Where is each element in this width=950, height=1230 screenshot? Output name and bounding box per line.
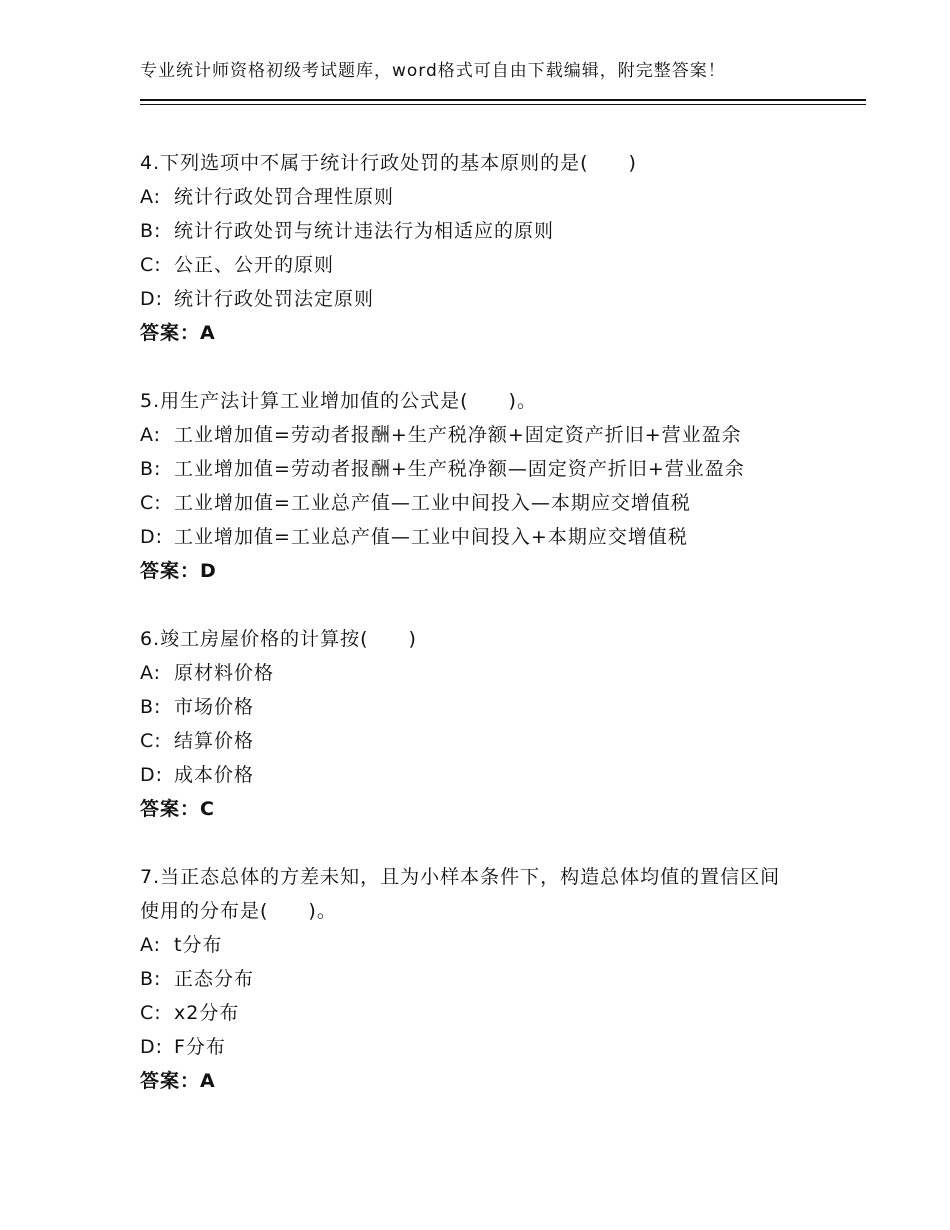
- document-header: 专业统计师资格初级考试题库，word格式可自由下载编辑，附完整答案！: [140, 61, 726, 81]
- answer-line: 答案：A: [140, 1070, 216, 1092]
- option-letter: B:: [140, 220, 162, 242]
- option-a: [140, 656, 840, 690]
- question-6: [140, 622, 840, 826]
- option-letter: A:: [140, 934, 162, 956]
- option-letter: D:: [140, 288, 164, 310]
- option-text: 工业增加值=劳动者报酬+生产税净额—固定资产折旧+营业盈余: [174, 458, 745, 480]
- option-text: t分布: [174, 934, 223, 956]
- header-rule-thick: [140, 99, 866, 101]
- option-text: 统计行政处罚合理性原则: [174, 186, 395, 208]
- option-letter: B:: [140, 458, 162, 480]
- answer-line: 答案：C: [140, 798, 215, 820]
- option-d: [140, 1030, 840, 1064]
- option-text: 公正、公开的原则: [174, 254, 335, 276]
- option-a: [140, 928, 840, 962]
- option-b: [140, 214, 840, 248]
- header-rule-thin: [140, 104, 866, 105]
- option-letter: C:: [140, 254, 162, 276]
- option-letter: B:: [140, 968, 162, 990]
- question-4: [140, 146, 840, 350]
- option-letter: A:: [140, 186, 162, 208]
- question-5: [140, 384, 840, 588]
- question-stem: 7.当正态总体的方差未知，且为小样本条件下，构造总体均值的置信区间使用的分布是( )。: [140, 866, 781, 922]
- option-text: 工业增加值=工业总产值—工业中间投入+本期应交增值税: [174, 526, 688, 548]
- option-c: [140, 724, 840, 758]
- option-c: [140, 486, 840, 520]
- option-letter: A:: [140, 424, 162, 446]
- option-letter: C:: [140, 730, 162, 752]
- question-7: [140, 860, 840, 1098]
- option-text: 结算价格: [174, 730, 255, 752]
- option-c: [140, 996, 840, 1030]
- option-a: [140, 418, 840, 452]
- option-letter: A:: [140, 662, 162, 684]
- option-b: [140, 690, 840, 724]
- option-b: [140, 452, 840, 486]
- option-text: 工业增加值=工业总产值—工业中间投入—本期应交增值税: [174, 492, 691, 514]
- option-letter: C:: [140, 1002, 162, 1024]
- option-text: 正态分布: [174, 968, 255, 990]
- option-b: [140, 962, 840, 996]
- option-d: [140, 520, 840, 554]
- option-letter: B:: [140, 696, 162, 718]
- answer-line: 答案：D: [140, 560, 217, 582]
- option-a: [140, 180, 840, 214]
- option-d: [140, 758, 840, 792]
- option-text: 原材料价格: [174, 662, 275, 684]
- question-stem: 5.用生产法计算工业增加值的公式是( )。: [140, 390, 537, 412]
- question-stem: 4.下列选项中不属于统计行政处罚的基本原则的是( ): [140, 152, 637, 174]
- option-c: [140, 248, 840, 282]
- question-stem: 6.竣工房屋价格的计算按( ): [140, 628, 417, 650]
- question-list: [140, 146, 840, 1132]
- option-text: 成本价格: [174, 764, 255, 786]
- option-letter: C:: [140, 492, 162, 514]
- option-letter: D:: [140, 526, 164, 548]
- option-letter: D:: [140, 764, 164, 786]
- option-text: 统计行政处罚法定原则: [174, 288, 375, 310]
- option-text: 市场价格: [174, 696, 255, 718]
- option-letter: D:: [140, 1036, 164, 1058]
- option-text: 工业增加值=劳动者报酬+生产税净额+固定资产折旧+营业盈余: [174, 424, 742, 446]
- option-d: [140, 282, 840, 316]
- option-text: F分布: [174, 1036, 226, 1058]
- option-text: 统计行政处罚与统计违法行为相适应的原则: [174, 220, 555, 242]
- option-text: x2分布: [174, 1002, 240, 1024]
- answer-line: 答案：A: [140, 322, 216, 344]
